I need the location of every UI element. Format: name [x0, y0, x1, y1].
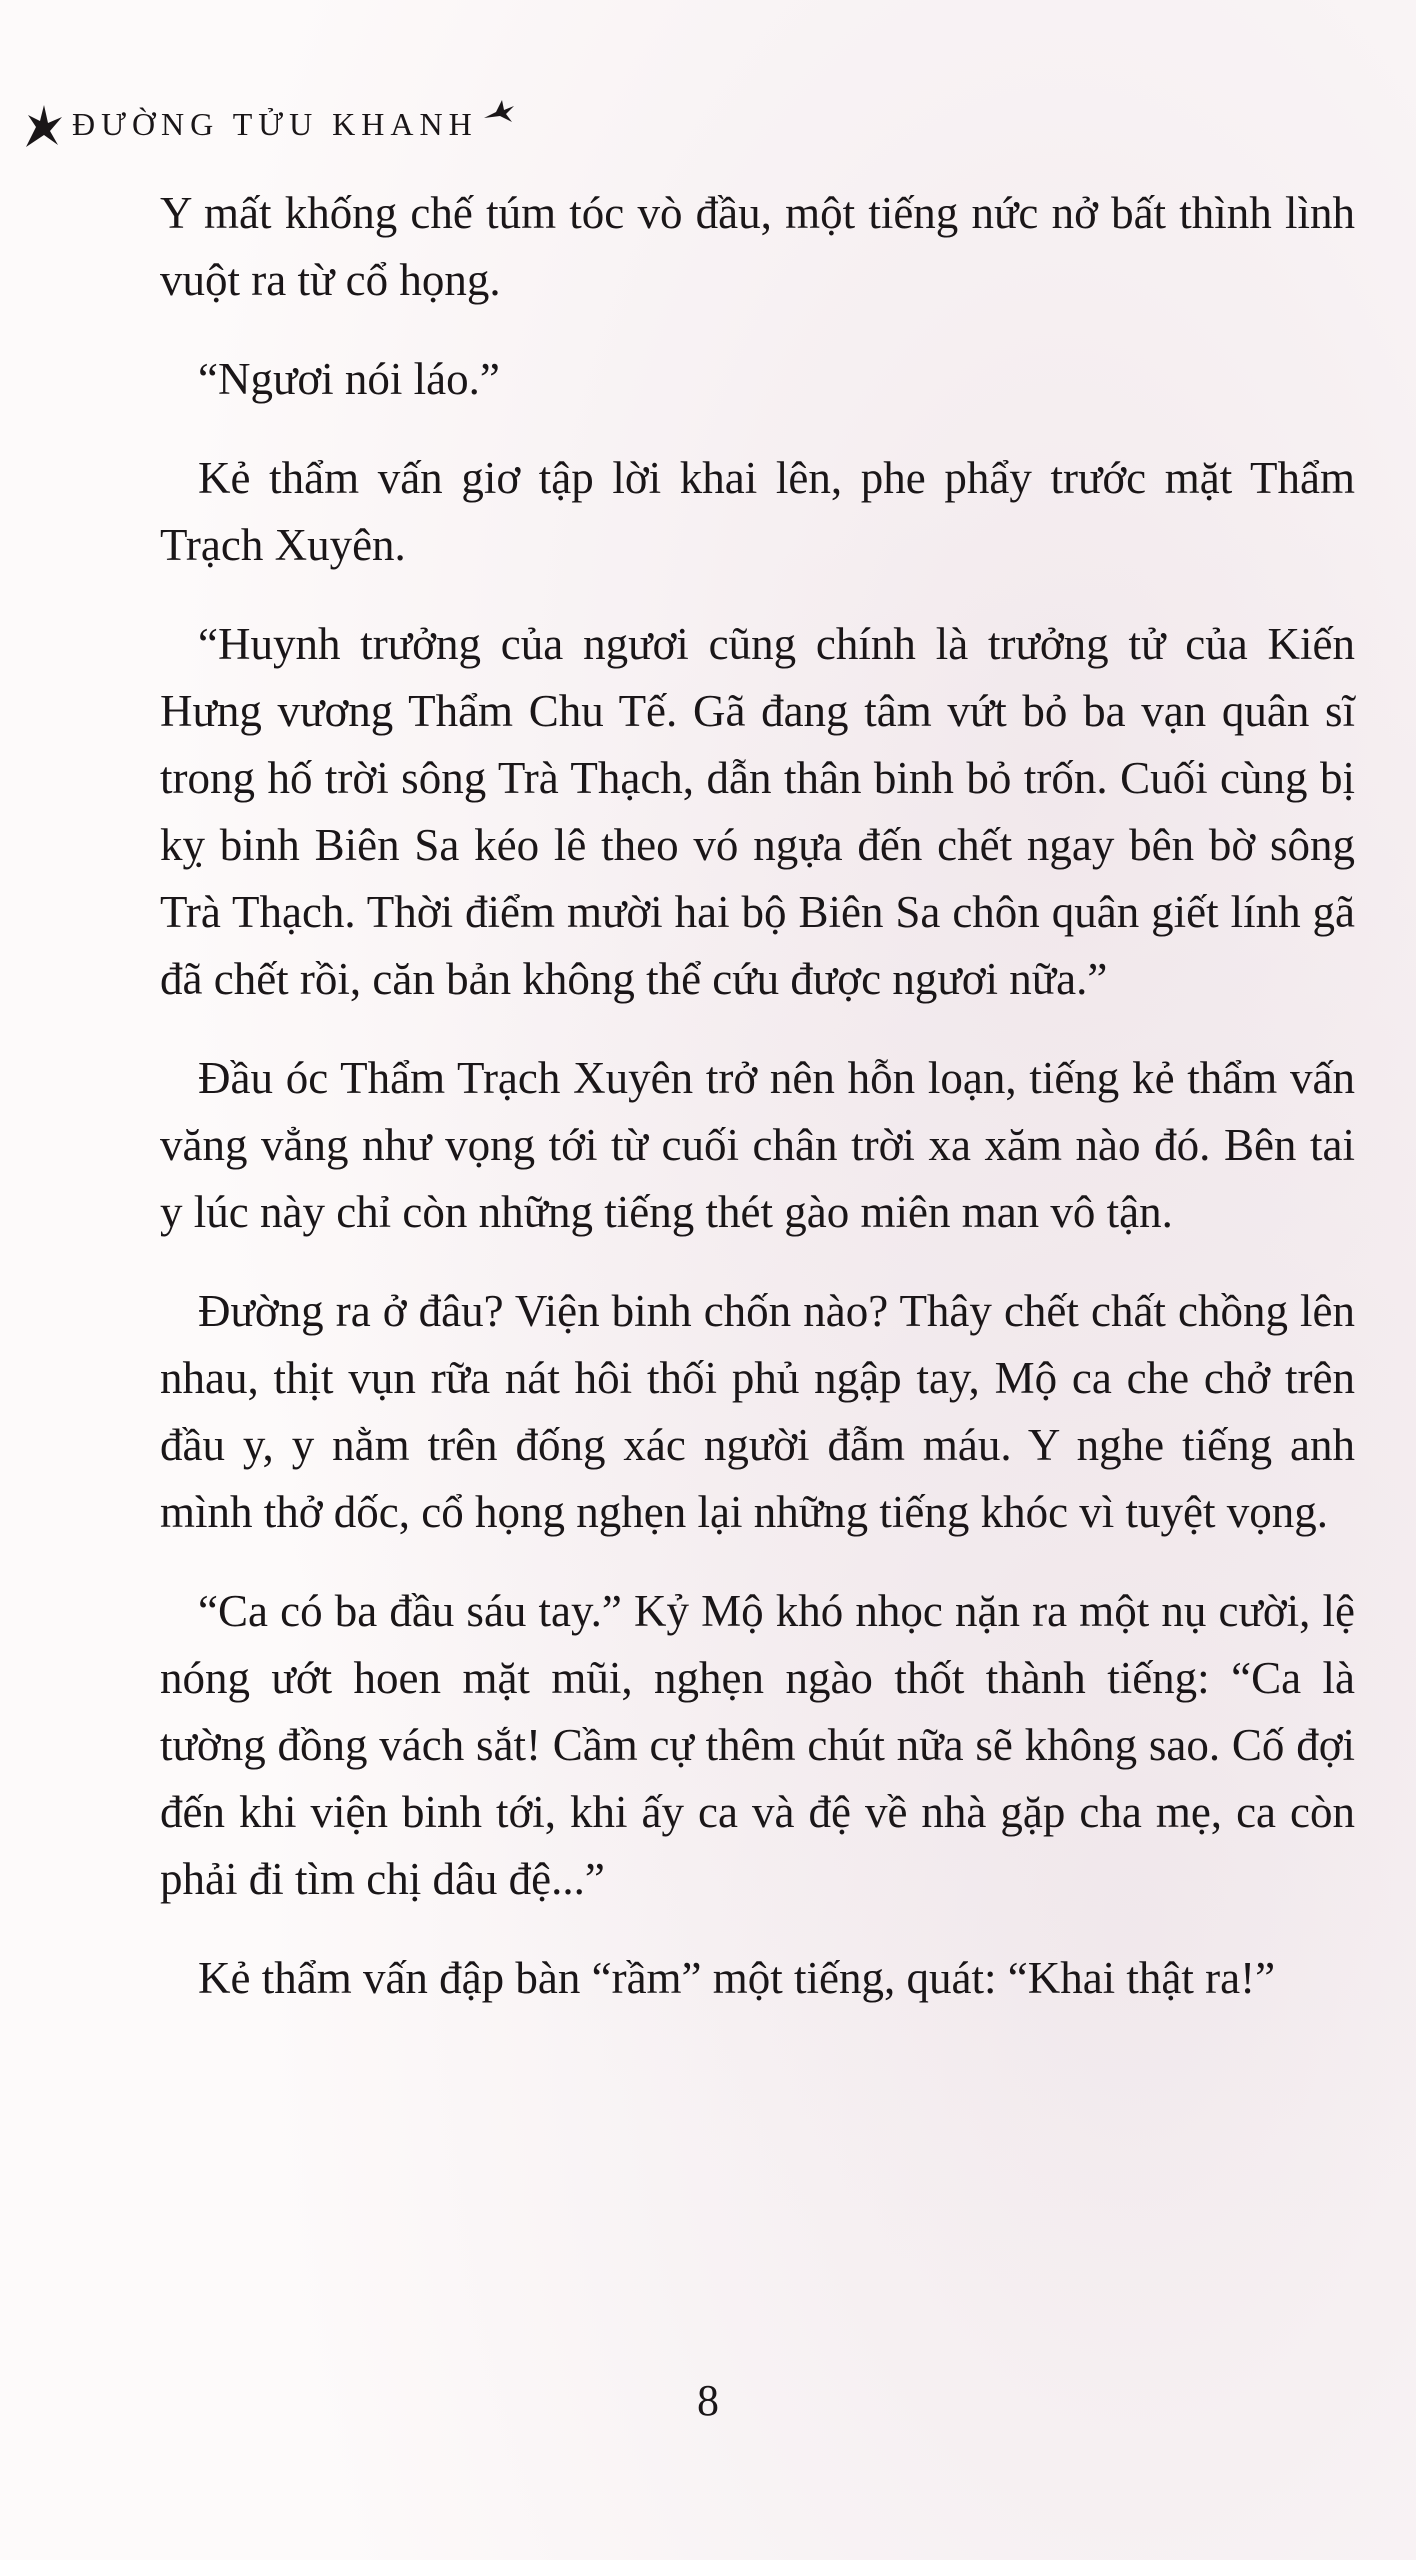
running-title: ĐƯỜNG TỬU KHANH [72, 105, 478, 142]
paragraph: Y mất khống chế túm tóc vò đầu, một tiếng nức nở bất thình lình vuột ra từ cổ họng. [160, 188, 1355, 305]
swallow-icon [22, 97, 66, 151]
paragraph: Đường ra ở đâu? Viện binh chốn nào? Thây chết chất chồng lên nhau, thịt vụn rữa nát hôi thối phủ ngập tay, Mộ ca che chở trên đầu y, y nằm trên đống xác người đẫm máu. Y nghe tiếng anh mình thở dốc, cổ họng nghẹn lại những tiếng khóc vì tuyệt vọng. [160, 1286, 1355, 1537]
paragraph: Kẻ thẩm vấn giơ tập lời khai lên, phe phẩy trước mặt Thẩm Trạch Xuyên. [160, 453, 1355, 570]
paragraph: Kẻ thẩm vấn đập bàn “rầm” một tiếng, quát: “Khai thật ra!” [198, 1953, 1276, 2003]
swallow-icon [482, 96, 516, 124]
paragraph: “Ngươi nói láo.” [198, 354, 500, 404]
running-header [22, 94, 516, 154]
paragraph: “Ca có ba đầu sáu tay.” Kỷ Mộ khó nhọc nặn ra một nụ cười, lệ nóng ướt hoen mặt mũi, nghẹn ngào thốt thành tiếng: “Ca là tường đồng vách sắt! Cầm cự thêm chút nữa sẽ không sao. Cố đợi đến khi viện binh tới, khi ấy ca và đệ về nhà gặp cha mẹ, ca còn phải đi tìm chị dâu đệ...” [160, 1586, 1355, 1904]
paragraph: Đầu óc Thẩm Trạch Xuyên trở nên hỗn loạn, tiếng kẻ thẩm vấn văng vẳng như vọng tới từ cuối chân trời xa xăm nào đó. Bên tai y lúc này chỉ còn những tiếng thét gào miên man vô tận. [160, 1053, 1355, 1237]
body-text [160, 180, 1355, 2044]
page-number: 8 [697, 2376, 719, 2425]
paragraph: “Huynh trưởng của ngươi cũng chính là trưởng tử của Kiến Hưng vương Thẩm Chu Tế. Gã đang tâm vứt bỏ ba vạn quân sĩ trong hố trời sông Trà Thạch, dẫn thân binh bỏ trốn. Cuối cùng bị kỵ binh Biên Sa kéo lê theo vó ngựa đến chết ngay bên bờ sông Trà Thạch. Thời điểm mười hai bộ Biên Sa chôn quân giết lính gã đã chết rồi, căn bản không thể cứu được ngươi nữa.” [160, 619, 1355, 1004]
